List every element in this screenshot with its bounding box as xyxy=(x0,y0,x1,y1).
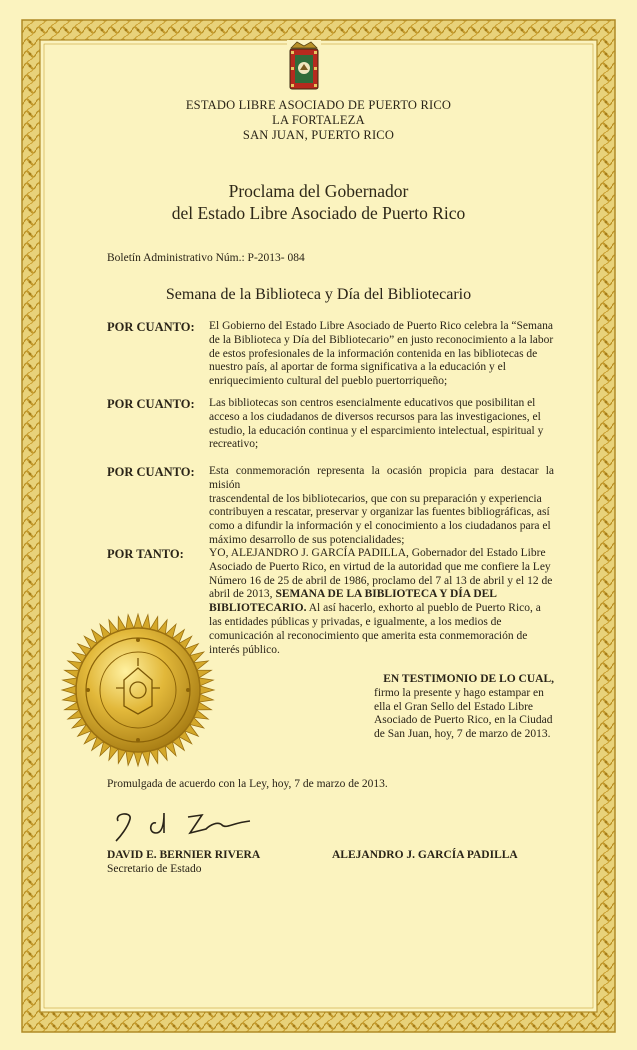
clause-3-line: máximo desarrollo de sus potencialidades; xyxy=(209,533,405,546)
clause-1-label: POR CUANTO: xyxy=(107,320,195,334)
clause-2-line: acceso a los ciudadanos de diversos recursos para las investigaciones, el xyxy=(209,410,541,423)
clause-1-line: enriquecimiento cultural del pueblo puertorriqueño; xyxy=(209,375,448,388)
clause-1-line: nuestro país, al aportar de forma significativa a la educación y el xyxy=(209,361,506,374)
clause-2-text xyxy=(209,397,554,452)
por-tanto-text xyxy=(209,547,554,657)
governor-name: ALEJANDRO J. GARCÍA PADILLA xyxy=(332,849,518,861)
clause-2-line: estudio, la educación continua y el esparcimiento intelectual, espiritual y xyxy=(209,424,544,437)
clause-1-line: El Gobierno del Estado Libre Asociado de Puerto Rico celebra la “Semana xyxy=(209,320,553,332)
clause-3-text xyxy=(209,465,554,548)
gold-seal-icon xyxy=(58,610,218,770)
coat-of-arms-icon xyxy=(287,40,321,92)
secretary-title: Secretario de Estado xyxy=(107,863,202,875)
por-tanto-text-part: Al así hacerlo, exhorto al pueblo de Puerto Rico, a xyxy=(306,602,541,615)
testimonio-line: Asociado de Puerto Rico, en la Ciudad xyxy=(374,714,553,727)
clause-1-line: de la Biblioteca y Día del Bibliotecario” en justo reconocimiento a la labor xyxy=(209,333,554,346)
por-tanto-text-part: abril de 2013, xyxy=(209,588,276,601)
clause-1-line: de estos profesionales de la información contenida en las bibliotecas de xyxy=(209,347,538,360)
por-tanto-line: las entidades públicas y privadas, e igualmente, a los medios de xyxy=(209,615,502,628)
clause-2-line: recreativo; xyxy=(209,438,259,451)
title-line-1: Proclama del Gobernador xyxy=(228,181,409,201)
proclamation-subject: Semana de la Biblioteca y Día del Bibliotecario xyxy=(165,286,472,303)
por-tanto-line: Número 16 de 25 de abril de 1986, proclamo del 7 al 13 de abril y el 12 de xyxy=(209,574,553,587)
testimonio-block xyxy=(374,673,554,742)
title-line-2: del Estado Libre Asociado de Puerto Rico xyxy=(171,203,466,223)
header-line-3: SAN JUAN, PUERTO RICO xyxy=(242,128,395,142)
por-tanto-line: YO, ALEJANDRO J. GARCÍA PADILLA, Gobernador del Estado Libre xyxy=(209,547,546,559)
clause-3-line: como a difundir la información y el conocimiento a los ciudadanos para el xyxy=(209,520,551,533)
testimonio-line: firmo la presente y hago estampar en xyxy=(374,686,544,699)
testimonio-heading: EN TESTIMONIO DE LO CUAL, xyxy=(383,673,554,685)
testimonio-line: de San Juan, hoy, 7 de marzo de 2013. xyxy=(374,728,551,741)
por-tanto-line xyxy=(209,588,554,602)
boletin-number: Boletín Administrativo Núm.: P-2013- 084 xyxy=(107,252,305,264)
secretary-name: DAVID E. BERNIER RIVERA xyxy=(107,849,261,861)
clause-2-label: POR CUANTO: xyxy=(107,397,195,411)
por-tanto-label: POR TANTO: xyxy=(107,547,184,561)
promulgada-line: Promulgada de acuerdo con la Ley, hoy, 7 de marzo de 2013. xyxy=(107,778,388,790)
por-tanto-line: interés público. xyxy=(209,643,280,656)
clause-2-line: Las bibliotecas son centros esencialmente educativos que posibilitan el xyxy=(209,397,536,409)
testimonio-line: ella el Gran Sello del Estado Libre xyxy=(374,700,534,713)
header-line-2: LA FORTALEZA xyxy=(272,113,365,127)
clause-3-line: contribuyen a rescatar, preservar y organizar las fuentes bibliográficas, así xyxy=(209,506,550,519)
clause-1-text xyxy=(209,320,554,389)
proclamation-emphasis: BIBLIOTECARIO. xyxy=(209,602,307,615)
por-tanto-line xyxy=(209,602,554,616)
por-tanto-line: comunicación al reconocimiento que amerita esta conmemoración de xyxy=(209,629,528,642)
header-line-1: ESTADO LIBRE ASOCIADO DE PUERTO RICO xyxy=(185,98,452,112)
handwritten-signature xyxy=(110,803,260,845)
proclamation-emphasis: SEMANA DE LA BIBLIOTECA Y DÍA DEL xyxy=(275,588,497,601)
por-tanto-line: Asociado de Puerto Rico, en virtud de la autoridad que me confiere la Ley xyxy=(209,560,551,573)
clause-3-line: trascendental de los bibliotecarios, que con su preparación y experiencia xyxy=(209,492,542,505)
clause-3-line: Esta conmemoración representa la ocasión propicia para destacar la misión xyxy=(209,465,554,491)
clause-3-label: POR CUANTO: xyxy=(107,465,195,479)
